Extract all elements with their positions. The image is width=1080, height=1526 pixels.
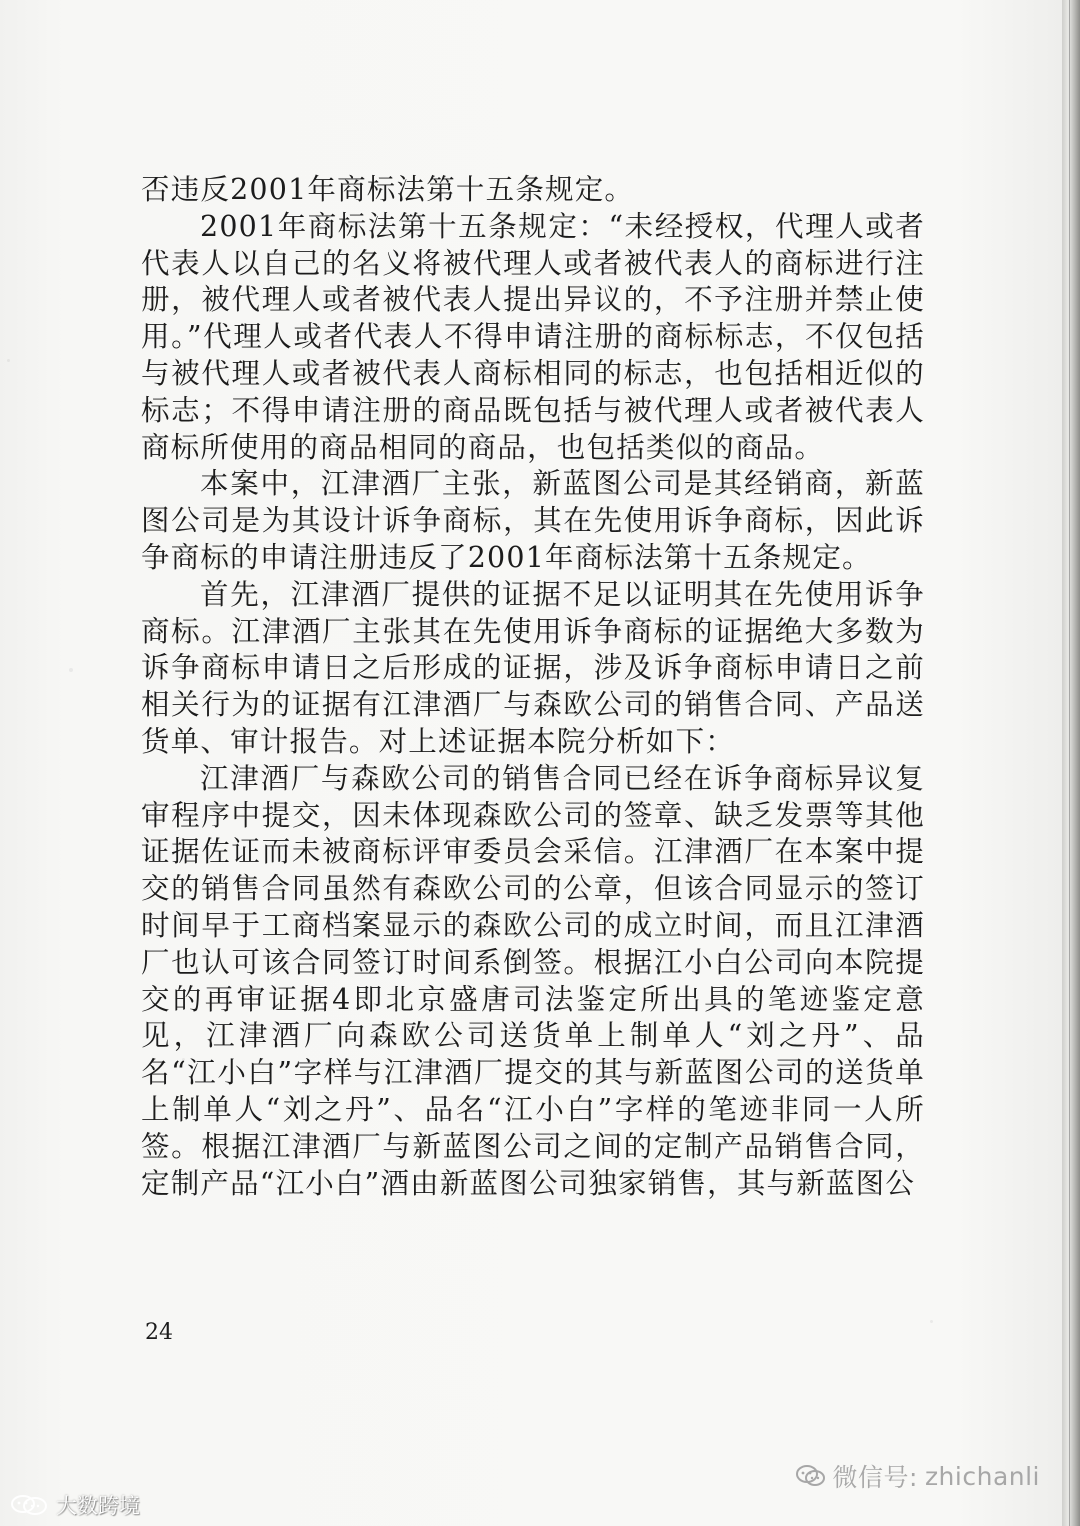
scan-speckle: [930, 1320, 933, 1323]
paragraph-evidence-analysis: 首先，江津酒厂提供的证据不足以证明其在先使用诉争商标。江津酒厂主张其在先使用诉争商标的证据绝大多数为诉争商标申请日之后形成的证据，涉及诉争商标申请日之前相关行为的证据有江津酒厂与森欧公司的销售合同、产品送货单、审计报告。对上述证据本院分析如下：: [141, 577, 925, 758]
book-spine-edge: [1062, 0, 1080, 1526]
wechat-account-name: zhichanli: [924, 1461, 1040, 1491]
scan-speckle: [69, 668, 73, 672]
wechat-bubble-icon: [8, 1494, 52, 1516]
wechat-account-prefix: 微信号:: [832, 1463, 918, 1492]
paragraph-trademark-law-article-15: 2001年商标法第十五条规定：“未经授权，代理人或者代表人以自己的名义将被代理人或者被代表人的商标进行注册，被代理人或者被代表人提出异议的，不予注册并禁止使用。”代理人或者代表人不得申请注册的商标标志，不仅包括与被代理人或者被代表人商标相同的标志，也包括相近似的标志；不得申请注册的商品既包括与被代理人或者被代表人商标所使用的商品相同的商品，也包括类似的商品。: [141, 209, 925, 464]
brand-watermark-text: 大数跨境: [56, 1494, 140, 1518]
brand-watermark: [8, 1490, 140, 1520]
wechat-icon: [795, 1463, 826, 1490]
wechat-account-watermark: [795, 1458, 1041, 1494]
document-body: [141, 172, 925, 1202]
paragraph-case-claim: 本案中，江津酒厂主张，新蓝图公司是其经销商，新蓝图公司是为其设计诉争商标，其在先使用诉争商标，因此诉争商标的申请注册违反了2001年商标法第十五条规定。: [141, 467, 925, 574]
page-number: 24: [145, 1320, 173, 1345]
paragraph-sales-contract-analysis: 江津酒厂与森欧公司的销售合同已经在诉争商标异议复审程序中提交，因未体现森欧公司的签章、缺乏发票等其他证据佐证而未被商标评审委员会采信。江津酒厂在本案中提交的销售合同虽然有森欧公司的公章，但该合同显示的签订时间早于工商档案显示的森欧公司的成立时间，而且江津酒厂也认可该合同签订时间系倒签。根据江小白公司向本院提交的再审证据4即北京盛唐司法鉴定所出具的笔迹鉴定意见，江津酒厂向森欧公司送货单上制单人“刘之丹”、品名“江小白”字样与江津酒厂提交的其与新蓝图公司的送货单上制单人“刘之丹”、品名“江小白”字样的笔迹非同一人所签。根据江津酒厂与新蓝图公司之间的定制产品销售合同，定制产品“江小白”酒由新蓝图公司独家销售，其与新蓝图公: [141, 761, 925, 1200]
paragraph-continuation: 否违反2001年商标法第十五条规定。: [141, 173, 635, 206]
scan-speckle: [7, 359, 10, 362]
